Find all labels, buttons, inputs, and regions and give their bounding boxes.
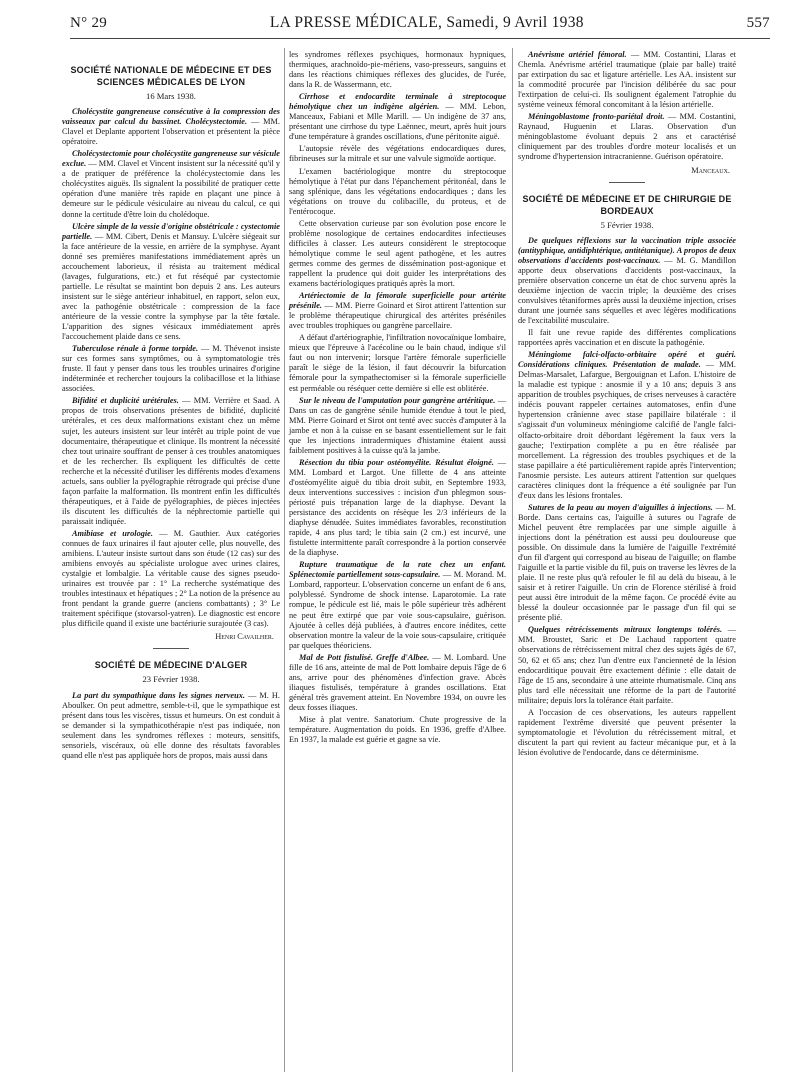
article: Ulcère simple de la vessie d'origine obstétricale : cystectomie partielle. — MM. Cibert, Denis et Mansuy. L'ulcère siégeait sur la face antérieure de la vessie, en arrière de la symphyse. Ayant donné ses premières manifestations immédiatement après un accouchement laborieux, il résista au traitement médical (lavages, fulgurations, etc.) et fut réséqué par cystectomie partielle. Le résultat se maintint bon depuis 2 ans. Les auteurs insistent sur le siège antérieur inhabituel, en rapport, selon eux, avec la pathogénie obstétricale : compression de la face antérieure de la vessie contre la symphyse par la tête fœtale. L'apparition des signes vésicaux immédiatement après l'accouchement plaide dans ce sens. bbox=[62, 221, 281, 342]
page-number: 557 bbox=[746, 15, 770, 31]
paragraph: L'autopsie révèle des végétations endocardiques dures, fibrineuses sur la mitrale et sur une valvule sigmoïde aortique. bbox=[289, 144, 506, 164]
signature: Manceaux. bbox=[691, 165, 730, 175]
section-title: SOCIÉTÉ NATIONALE DE MÉDECINE ET DES SCIENCES MÉDICALES DE LYON bbox=[70, 65, 272, 87]
article: De quelques réflexions sur la vaccination triple associée (antityphique, antidiphtérique, antitétanique). A propos de deux observations d'accidents post-vaccinaux. — M. G. Mandillon apporte deux observations d'accidents post-vaccinaux, la première observation concerne un état de choc survenu après la deuxième injection de vaccin triple; la deuxième des crises convulsives tétaniformes après aussi la deuxième injection, crises durant une journée sans séquelles et avec légères modifications de l'excitabilité musculaire. bbox=[518, 235, 737, 325]
article: Tuberculose rénale à forme torpide. — M. Thévenot insiste sur ces formes sans symptômes, ou à symptomatologie très fruste. Il faut y penser dans tous les troubles urinaires d'origine indéterminée et rechercher toujours la colibacillose et la lithiase associées. bbox=[62, 344, 280, 394]
article: Artériectomie de la fémorale superficielle pour artérite présénile. — MM. Pierre Goinard et Sirot attirent l'attention sur le problème thérapeutique chirurgical des artérites préséniles avec troubles trophiques ou gangrène parcellaire. bbox=[289, 291, 506, 331]
journal-title: LA PRESSE MÉDICALE, Samedi, 9 Avril 1938 bbox=[269, 14, 584, 31]
paragraph: Mise à plat ventre. Sanatorium. Chute progressive de la température. Augmentation du poids. En 1936, greffe d'Albee. En 1937, la malade est guérie et gagne sa vie. bbox=[289, 715, 506, 745]
article: Amibiase et urologie. — M. Gauthier. Aux catégories connues de faux urinaires il faut ajouter celle, plus nouvelle, des amibiens. L'auteur insiste surtout dans son étude (12 cas) sur des amibiens envoyés au spécialiste urologue avec urines claires, cystalgie et lombalgie. La véritable cause des signes pseudo-urinaires est trouvée par : 1° La recherche systématique des troubles intestinaux et hépatiques ; 2° La notion de la présence au front pendant la grande guerre (anciens combattants) ; 3° Le traitement spécifique (stovarsol-yatren). Le diagnostic est encore plus difficile quand il existe une bactériurie surajoutée (3 cas). bbox=[62, 528, 280, 629]
column-2 bbox=[289, 50, 506, 747]
header-rule bbox=[70, 38, 770, 39]
section-title: SOCIÉTÉ DE MÉDECINE D'ALGER bbox=[94, 660, 248, 671]
paragraph: Cette observation curieuse par son évolution pose encore le problème nosologique de certaines endocardites infectieuses difficiles à classer. Les auteurs considèrent le streptocoque hémolytique comme le seul agent pathogène, et les autres germes comme des germes de dissémination post-agonique et rappellent la prudence qui doit guider les interprétations des examens bactériologiques pratiqués après la mort. bbox=[289, 218, 506, 289]
separator bbox=[153, 648, 189, 649]
article: Méningiome falci-olfacto-orbitaire opéré et guéri. Considérations cliniques. Présentation de malade. — MM. Delmas-Marsalet, Lafargue, Bergouignan et Lafon. L'histoire de la maladie est typique : anosmie il y a 10 ans; depuis 3 ans apparition de troubles psychiques, de crises nerveuses à caractère indécis pouvant rappeler certaines automatoses, enfin d'une hypertension crânienne avec stase papillaire bilatérale : il s'agissait d'un volumineux méningiome calcifié de l'angle falci-olfacto-orbitaire droit débordant légèrement la faux vers la gauche; l'extirpation complète a pu en être réalisée par morcellement. La régression des troubles psychiques et de la stase papillaire a été particulièrement rapide après l'intervention; l'anosmie persiste. Les auteurs attirent l'attention sur quelques caractères cliniques dont la fréquence a été soulignée par l'un d'eux dans les lésions frontales. bbox=[518, 350, 737, 500]
paragraph: A l'occasion de ces observations, les auteurs rappellent rapidement l'extrême diversité que peuvent présenter la symptomatologie et l'évolution du rétrécissement mitral, et discutent la part qui revient au facteur mécanique pur, et à la lésion évolutive de l'endocarde, dans ce déterminisme. bbox=[518, 707, 736, 757]
article: Méningoblastome fronto-pariétal droit. — MM. Costantini, Raynaud, Huguenin et Llaras. Observation d'un méningoblastome évoluant depuis 2 ans et caractérisé cliniquement par des troubles d'ordre moteur localisés et un syndrome d'hypertension intracranienne. Guérison opératoire. bbox=[518, 112, 736, 162]
article: Mal de Pott fistulisé. Greffe d'Albee. — M. Lombard. Une fille de 16 ans, atteinte de mal de Pott lombaire depuis l'âge de 6 ans, arrive pour des phénomènes d'infection grave. Abcès iliaques fistulisés, température à grandes oscillations. Etat général très gravement atteint. En Novembre 1934, on ouvre les deux fosses iliaques. bbox=[289, 652, 506, 712]
column-3 bbox=[518, 50, 736, 760]
article: La part du sympathique dans les signes nerveux. — M. H. Aboulker. On peut admettre, semble-t-il, que le sympathique est présent dans tous les viscères, tissus et humeurs. On est conduit à se demander si la sympathicothérapie n'est pas indiquée, non seulement dans les syndromes réflexes : moteurs, sensitifs, sensoriels, viscéraux, où elle donne des résultats favorables quand elle n'est pas appliquée hors de propos, mais aussi dans bbox=[62, 690, 280, 760]
article: Cirrhose et endocardite terminale à streptocoque hémolytique chez un indigène algérien. — MM. Lebon, Manceaux, Fabiani et Mlle Marill. — Un indigène de 37 ans, présentant une cirrhose du type Laënnec, meurt, après huit jours d'une température à grandes oscillations, d'une péritonite aiguë. bbox=[289, 92, 506, 142]
article: Cholécystite gangreneuse consécutive à la compression des vaisseaux par calcul du bassinet. Cholécystectomie. — MM. Clavel et Deplante apportent l'observation et présentent la pièce opératoire. bbox=[62, 107, 281, 147]
paragraph: L'examen bactériologique montre du streptocoque hémolytique à l'état pur dans l'épanchement péritonéal, dans le sang splénique, dans les végétations endocardiques ; dans les végétations on trouve du colibacille, du proteus, et de l'entérocoque. bbox=[289, 166, 506, 216]
column-divider bbox=[284, 48, 285, 1072]
article: Cholécystectomie pour cholécystite gangreneuse sur vésicule exclue. — MM. Clavel et Vincent insistent sur la nécessité qu'il y a de pratiquer de préférence la cholécystectomie dans les cholécystites aiguës. Ils signalent la possibilité de pratiquer cette opération d'une manière très rapide en plaçant une pince à demeure sur le pédicule vésiculaire au niveau du calcul, ce qui donne la certitude d'être loin du cholédoque. bbox=[62, 149, 280, 219]
section-title: SOCIÉTÉ DE MÉDECINE ET DE CHIRURGIE DE BORDEAUX bbox=[522, 193, 732, 216]
section-date: 5 Février 1938. bbox=[600, 219, 654, 230]
article: Sur le niveau de l'amputation pour gangrène artéritique. — Dans un cas de gangrène sénile humide étendue à tout le pied, MM. Pierre Goinard et Sirot ont tenté avec succès d'amputer à la jambe et non à la cuisse en se basant essentiellement sur le fait que les injections intradermiques d'histamine étaient aussi faiblement positives à la cuisse qu'à la jambe. bbox=[289, 395, 506, 455]
column-1 bbox=[62, 50, 280, 763]
section-date: 23 Février 1938. bbox=[142, 674, 200, 685]
article: Rupture traumatique de la rate chez un enfant. Splénectomie partiellement sous-capsulaire. — M. Morand. M. Lombard, rapporteur. L'observation concerne un enfant de 6 ans, polyblessé. Syndrome de shock intense. Laparotomie. La rate rompue, le pédicule est lié, mais le pôle supérieur très adhérent ne peut être extirpé que par voie sous-capsulaire, guérison. Ajoutée à celles déjà publiées, à d'autres encore inédites, cette observation montre la valeur de la voie sous-capsulaire, critiquée par quelques théoriciens. bbox=[289, 560, 507, 650]
article: Résection du tibia pour ostéomyélite. Résultat éloigné. — MM. Lombard et Largot. Une fillette de 4 ans atteinte d'ostéomyélite aiguë du tibia droit subit, en Septembre 1933, deux interventions successives : incision d'un phlegmon sous-périosté puis trépanation large de la diaphyse. Devant la persistance des accidents on résèque les 2/3 inférieurs de la diaphyse dénudée. Suites immédiates favorables, reconstitution rapide, 4 ans plus tard; le tibia sain (2 cm.) est incurvé, une fistulette intermittente paraît correspondre à la portion conservée de la diaphyse. bbox=[289, 457, 506, 558]
signature: Henri Cavailher. bbox=[215, 632, 274, 642]
article: Sutures de la peau au moyen d'aiguilles à injections. — M. Borde. Dans certains cas, l'aiguille à sutures ou l'agrafe de Michel peuvent être remplacées par une simple aiguille à injections dont la pénétration est aussi peu douloureuse que possible. On dissimule dans la lumière de l'aiguille l'extrémité d'un fil d'argent qui correspond au biseau de l'aiguille; on flambe l'aiguille et la partie visible du fil, puis on traverse les lèvres de la plaie. Il ne reste plus qu'à refouler le fil au delà du biseau, à le saisir et à retirer l'aiguille. Un crin de Florence stérilisé à froid peut aussi être introduit de la même façon. Ce procédé évite au blessé la douleur occasionnée par le passage d'un fil qui se présente plié. bbox=[518, 502, 736, 623]
issue-number: N° 29 bbox=[70, 15, 108, 31]
separator bbox=[609, 182, 645, 183]
article: Bifidité et duplicité urétérales. — MM. Verrière et Saad. A propos de trois observations présentes de bifidité, duplicité urétérales, et ces deux malformations existant chez un même sujet, les auteurs insistent sur leur intérêt au triple point de vue documentaire, thérapeutique et clinique. Ils montrent la nécessité chez tout urinaire souffrant de penser à ces troubles anatomiques et de les rechercher. Ils expliquent les difficultés de cette recherche et la nécessité d'utiliser les différents modes d'examens actuels, sans oublier la pyélographie rétrograde qui précise d'une façon parfaite la malformation. Ils montrent enfin les difficultés thérapeutiques, et à l'aide de pyélographies, de pièces injectées ils discutent les difficultés de la néphrectomie partielle qui paraissait indiquée. bbox=[62, 396, 280, 526]
page-header bbox=[70, 14, 770, 36]
paragraph: les syndromes réflexes psychiques, hormonaux hypniques, thermiques, arachnoïdo-pie-mériens, vaso-presseurs, sanguins et dans les réactions chimiques réflexes des glucides, de l'urée, dans la R. de Wassermann, etc. bbox=[289, 50, 506, 90]
paragraph: A défaut d'artériographie, l'infiltration novocaïnique lombaire, mieux que l'épreuve à l'acécoline ou le bain chaud, indique s'il faut ou non intervenir; lorsque l'artère fémorale superficielle paraît le siège de la lésion, il faut découvrir la bifurcation fémorale pour la sympathectomiser si la fémorale superficielle est perméable ou réséquer cette dernière si elle est oblitérée. bbox=[289, 333, 506, 393]
article: Anévrisme artériel fémoral. — MM. Costantini, Llaras et Chemla. Anévrisme artériel traumatique (plaie par balle) traité par extirpation du sac et ligature artérielle. Les AA. insistent sur la commodité procurée par l'incision délibérée du sac pour l'extirpation de celui-ci. Ils soulignent également l'atrophie du système veineux fémoral concomitant à la lésion artérielle. bbox=[518, 50, 736, 110]
article: Quelques rétrécissements mitraux longtemps tolérés. — MM. Broustet, Saric et De Lachaud rapportent quatre observations de rétrécissement mitral chez des sujets âgés de 67, 50, 62 et 65 ans; chez l'un d'entre eux l'ancienneté de la lésion endocarditique pouvait être exactement définie : elle datait de l'âge de 15 ans, secondaire à une atteinte rhumatismale. Cinq ans plus tard elle nécessitait une réforme de la part de l'autorité militaire; depuis lors la tolérance était parfaite. bbox=[518, 625, 737, 705]
column-divider bbox=[512, 48, 513, 1072]
section-date: 16 Mars 1938. bbox=[146, 91, 196, 101]
paragraph: Il fait une revue rapide des différentes complications rapportées après vaccination et en discute la pathogénie. bbox=[518, 328, 736, 348]
